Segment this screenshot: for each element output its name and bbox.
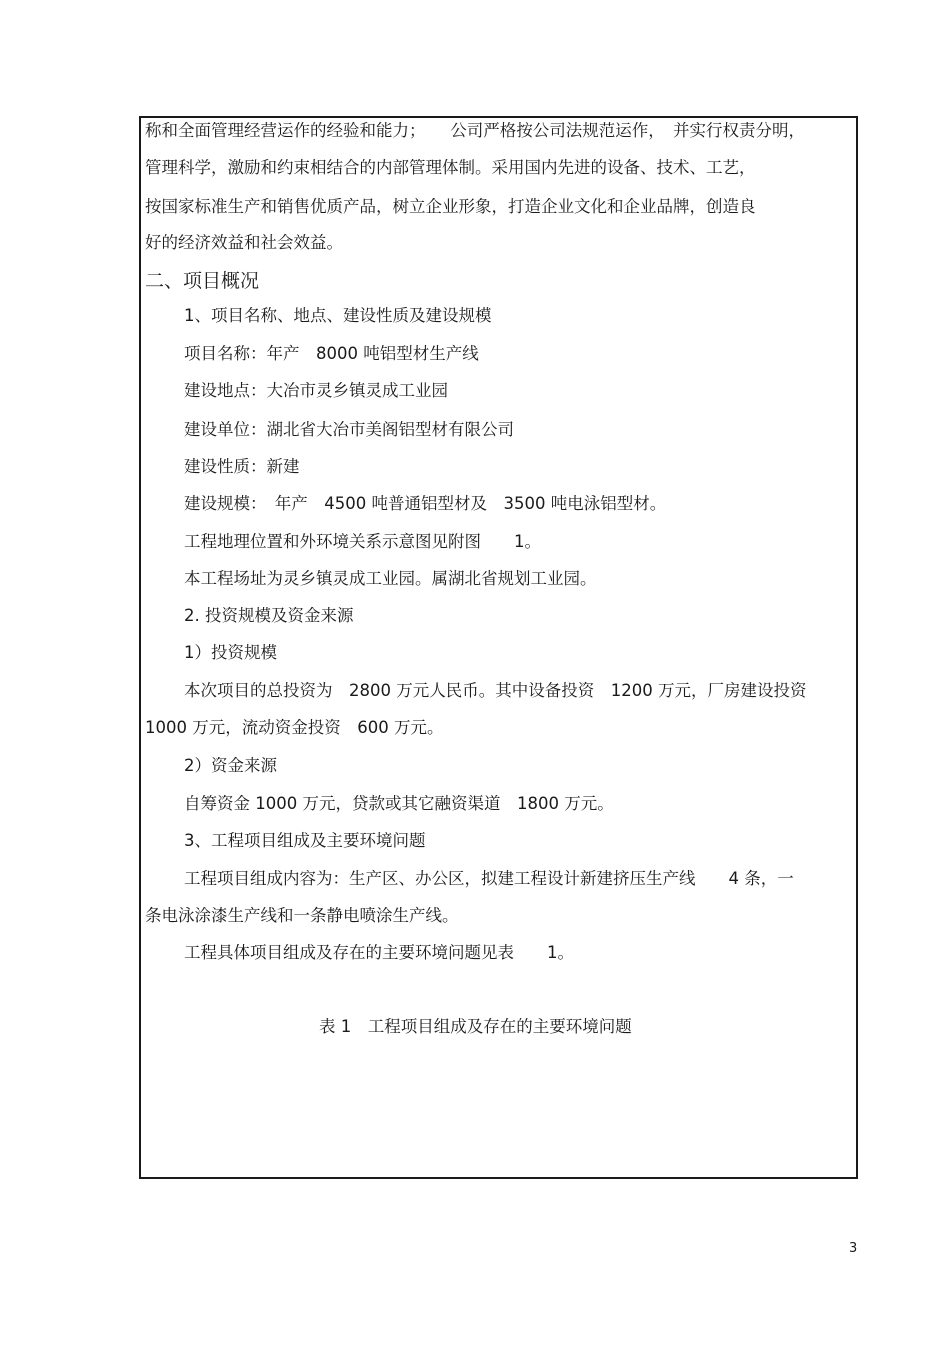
project-name: 项目名称：年产 8000 吨铝型材生产线 xyxy=(184,344,479,363)
subsection-1-title: 1、项目名称、地点、建设性质及建设规模 xyxy=(184,306,492,325)
project-scale: 建设规模： 年产 4500 吨普通铝型材及 3500 吨电泳铝型材。 xyxy=(184,494,667,513)
funding-title: 2）资金来源 xyxy=(184,756,277,775)
map-reference: 工程地理位置和外环境关系示意图见附图 1。 xyxy=(184,532,541,551)
section-heading: 二、项目概况 xyxy=(145,270,260,292)
intro-line-4: 好的经济效益和社会效益。 xyxy=(145,233,343,252)
project-unit: 建设单位：湖北省大冶市美阁铝型材有限公司 xyxy=(184,420,514,439)
table-caption: 表 1 工程项目组成及存在的主要环境问题 xyxy=(319,1017,632,1036)
project-nature: 建设性质：新建 xyxy=(184,457,300,476)
intro-line-3: 按国家标准生产和销售优质产品，树立企业形象，打造企业文化和企业品牌，创造良 xyxy=(145,197,756,216)
project-location: 建设地点：大冶市灵乡镇灵成工业园 xyxy=(184,381,448,400)
subsection-3-title: 3、工程项目组成及主要环境问题 xyxy=(184,831,426,850)
intro-line-1: 称和全面管理经营运作的经验和能力； 公司严格按公司法规范运作， 并实行权责分明， xyxy=(145,121,805,140)
investment-title: 1）投资规模 xyxy=(184,643,277,662)
subsection-2-title: 2. 投资规模及资金来源 xyxy=(184,606,354,625)
composition-text-2: 条电泳涂漆生产线和一条静电喷涂生产线。 xyxy=(145,906,459,925)
project-site: 本工程场址为灵乡镇灵成工业园。属湖北省规划工业园。 xyxy=(184,569,597,588)
intro-line-2: 管理科学，激励和约束相结合的内部管理体制。采用国内先进的设备、技术、工艺， xyxy=(145,158,756,177)
investment-text-1: 本次项目的总投资为 2800 万元人民币。其中设备投资 1200 万元，厂房建设投资 xyxy=(184,681,807,700)
investment-text-2: 1000 万元，流动资金投资 600 万元。 xyxy=(145,718,444,737)
table-reference: 工程具体项目组成及存在的主要环境问题见表 1。 xyxy=(184,943,574,962)
page-number: 3 xyxy=(849,1241,858,1256)
composition-text-1: 工程项目组成内容为：生产区、办公区，拟建工程设计新建挤压生产线 4 条，一 xyxy=(184,869,794,888)
funding-text: 自筹资金 1000 万元，贷款或其它融资渠道 1800 万元。 xyxy=(184,794,614,813)
